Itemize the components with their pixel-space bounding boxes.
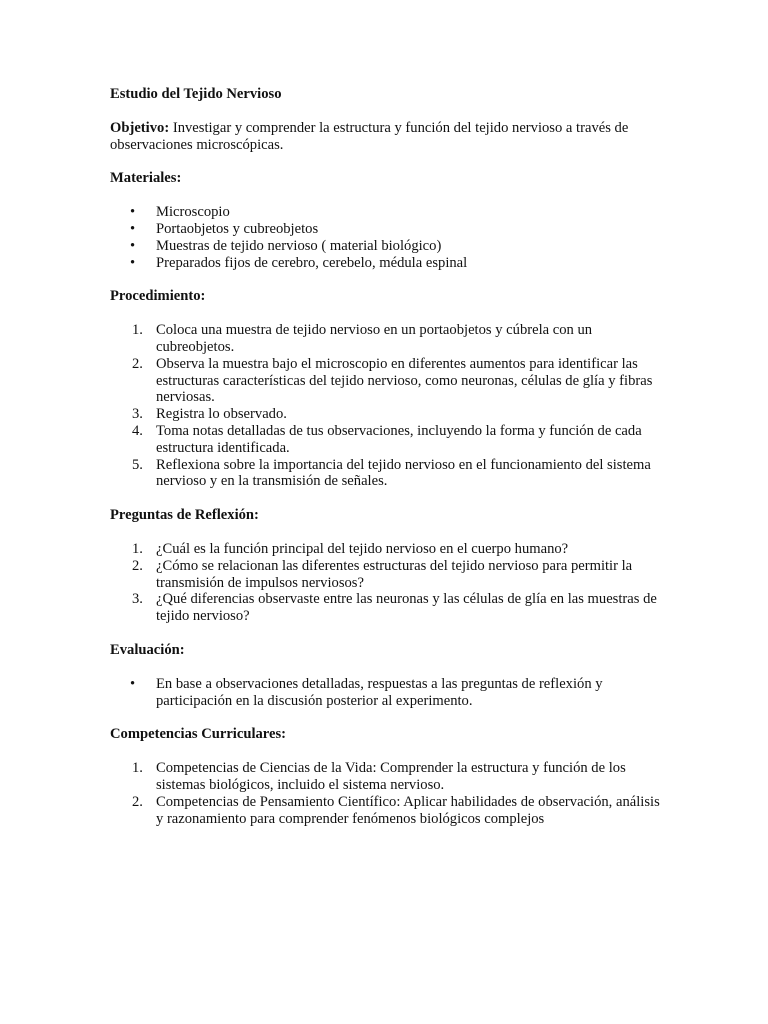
list-item-text: Microscopio: [156, 204, 230, 221]
list-item-text: ¿Cuál es la función principal del tejido nervioso en el cuerpo humano?: [156, 540, 569, 557]
list-item: [110, 558, 670, 592]
questions-list: [110, 541, 670, 625]
list-item-text: Preparados fijos de cerebro, cerebelo, médula espinal: [156, 254, 468, 271]
list-item: [110, 221, 670, 238]
objective-paragraph: [110, 120, 670, 154]
list-item-text: Competencias de Ciencias de la Vida: Comprender la estructura y función de los sistemas biológicos, incluido el sistema nervioso.: [156, 760, 626, 793]
document-title: Estudio del Tejido Nervioso: [110, 86, 282, 102]
list-item-text: Competencias de Pensamiento Científico: Aplicar habilidades de observación, análisis y razonamiento para comprender fenómenos biológicos complejos: [156, 793, 660, 827]
list-item-text: Portaobjetos y cubreobjetos: [156, 220, 319, 237]
list-number: 3.: [132, 591, 143, 608]
materials-list: [110, 204, 670, 271]
list-item-text: ¿Qué diferencias observaste entre las neuronas y las células de glía en las muestras de tejido nervioso?: [156, 591, 657, 625]
questions-heading: Preguntas de Reflexión:: [110, 507, 259, 524]
list-number: 2.: [132, 355, 143, 372]
list-number: 1.: [132, 540, 143, 557]
list-item-text: Registra lo observado.: [156, 406, 287, 423]
list-item: [110, 406, 670, 423]
list-item: [110, 356, 670, 406]
list-number: 4.: [132, 422, 143, 439]
list-number: 2.: [132, 557, 143, 574]
list-item: [110, 591, 670, 625]
list-item: [110, 204, 670, 221]
bullet-icon: •: [130, 254, 136, 271]
procedure-heading: Procedimiento:: [110, 288, 206, 305]
list-item: [110, 322, 670, 356]
list-item: [110, 541, 670, 558]
list-item: [110, 760, 670, 794]
list-number: 2.: [132, 793, 143, 810]
list-item: [110, 238, 670, 255]
competencies-heading: Competencias Curriculares:: [110, 726, 287, 743]
list-number: 3.: [132, 406, 143, 423]
procedure-list: [110, 322, 670, 490]
list-item-text: Coloca una muestra de tejido nervioso en un portaobjetos y cúbrela con un cubreobjetos.: [156, 322, 593, 355]
bullet-icon: •: [130, 237, 136, 254]
list-item-text: Observa la muestra bajo el microscopio en diferentes aumentos para identificar las estructuras características del tejido nervioso, como neuronas, células de glía y fibras nerviosas.: [156, 355, 653, 406]
list-item: [110, 794, 670, 828]
competencies-list: [110, 760, 670, 827]
objective-label: Objetivo:: [110, 119, 170, 136]
list-item-text: Toma notas detalladas de tus observaciones, incluyendo la forma y función de cada estructura identificada.: [156, 422, 642, 456]
bullet-icon: •: [130, 220, 136, 237]
document-page: [110, 86, 670, 844]
list-item-text: En base a observaciones detalladas, respuestas a las preguntas de reflexión y participación en la discusión posterior al experimento.: [156, 675, 603, 709]
list-number: 1.: [132, 760, 143, 777]
list-item: [110, 423, 670, 457]
list-item: [110, 255, 670, 272]
list-item-text: ¿Cómo se relacionan las diferentes estructuras del tejido nervioso para permitir la transmisión de impulsos nerviosos?: [156, 557, 633, 591]
objective-text: Investigar y comprender la estructura y función del tejido nervioso a través de observaciones microscópicas.: [110, 119, 629, 153]
list-item: [110, 676, 670, 710]
bullet-icon: •: [130, 204, 136, 221]
list-number: 5.: [132, 456, 143, 473]
list-number: 1.: [132, 322, 143, 339]
list-item-text: Muestras de tejido nervioso ( material biológico): [156, 237, 442, 254]
list-item-text: Reflexiona sobre la importancia del tejido nervioso en el funcionamiento del sistema nervioso y en la transmisión de señales.: [156, 456, 651, 490]
materials-heading: Materiales:: [110, 170, 182, 187]
evaluation-list: [110, 676, 670, 710]
list-item: [110, 457, 670, 491]
evaluation-heading: Evaluación:: [110, 641, 185, 658]
bullet-icon: •: [130, 675, 136, 692]
